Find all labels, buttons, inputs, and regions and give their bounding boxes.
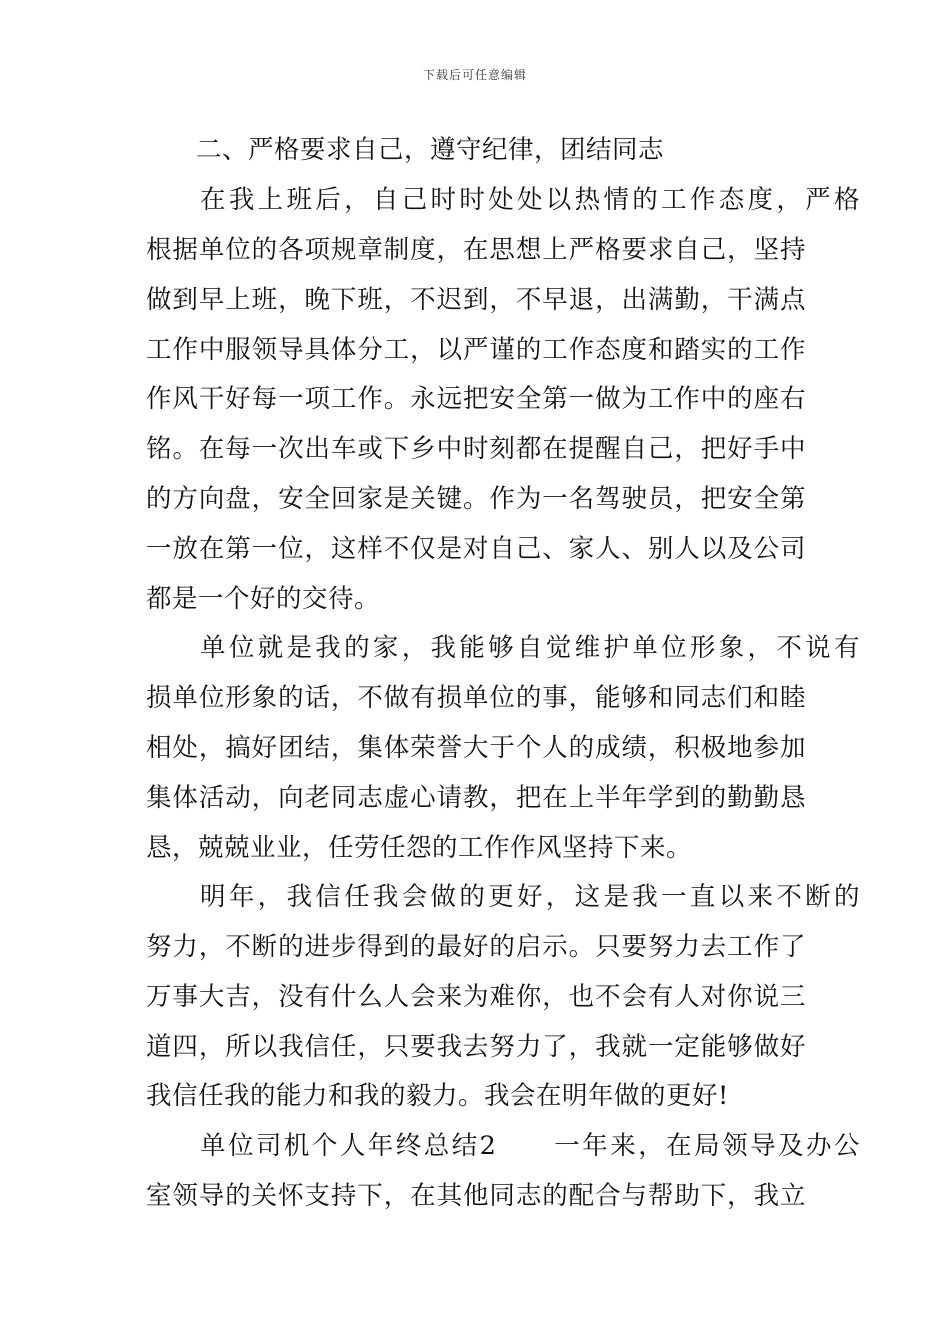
paragraph-line: 做到早上班，晚下班，不迟到，不早退，出满勤，干满点 bbox=[146, 285, 806, 315]
paragraph-line: 都是一个好的交待。 bbox=[146, 584, 381, 614]
paragraph-line: 一放在第一位，这样不仅是对自己、家人、别人以及公司 bbox=[146, 534, 806, 564]
paragraph-line: 明年，我信任我会做的更好，这是我一直以来不断的 bbox=[200, 882, 860, 912]
paragraph-line: 单位就是我的家，我能够自觉维护单位形象，不说有 bbox=[200, 633, 860, 663]
paragraph-line: 根据单位的各项规章制度，在思想上严格要求自己，坚持 bbox=[146, 235, 806, 265]
paragraph-line: 铭。在每一次出车或下乡中时刻都在提醒自己，把好手中 bbox=[146, 434, 806, 464]
section-heading: 二、严格要求自己，遵守纪律，团结同志 bbox=[196, 135, 665, 165]
paragraph-line: 的方向盘，安全回家是关键。作为一名驾驶员，把安全第 bbox=[146, 484, 806, 514]
paragraph-line: 道四，所以我信任，只要我去努力了，我就一定能够做好 bbox=[146, 1032, 806, 1062]
paragraph-line: 在我上班后，自己时时处处以热情的工作态度，严格 bbox=[200, 185, 860, 215]
paragraph-line: 损单位形象的话，不做有损单位的事，能够和同志们和睦 bbox=[146, 683, 806, 713]
paragraph-line: 集体活动，向老同志虚心请教，把在上半年学到的勤勤恳 bbox=[146, 783, 806, 813]
header-note: 下载后可任意编辑 bbox=[422, 68, 527, 82]
paragraph-line: 相处，搞好团结，集体荣誉大于个人的成绩，积极地参加 bbox=[146, 733, 806, 763]
paragraph-line: 单位司机个人年终总结2 一年来，在局领导及办公 bbox=[200, 1131, 860, 1161]
paragraph-line: 工作中服领导具体分工，以严谨的工作态度和踏实的工作 bbox=[146, 335, 806, 365]
paragraph-line: 恳，兢兢业业，任劳任怨的工作作风坚持下来。 bbox=[146, 833, 693, 863]
paragraph-line: 室领导的关怀支持下，在其他同志的配合与帮助下，我立 bbox=[146, 1181, 806, 1211]
paragraph-line: 努力，不断的进步得到的最好的启示。只要努力去工作了 bbox=[146, 932, 806, 962]
paragraph-line: 作风干好每一项工作。永远把安全第一做为工作中的座右 bbox=[146, 384, 806, 414]
paragraph-line: 我信任我的能力和我的毅力。我会在明年做的更好! bbox=[146, 1081, 729, 1111]
paragraph-line: 万事大吉，没有什么人会来为难你，也不会有人对你说三 bbox=[146, 982, 806, 1012]
